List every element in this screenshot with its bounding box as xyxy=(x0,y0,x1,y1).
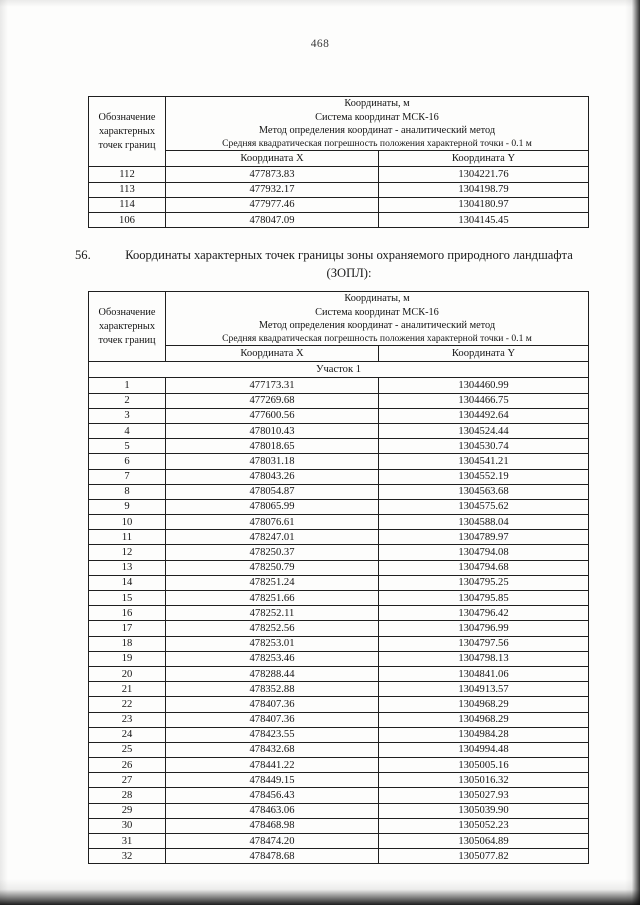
cell-x: 478250.79 xyxy=(166,560,379,575)
cell-y: 1304460.99 xyxy=(379,378,589,393)
header-coordinate-y: Координата Y xyxy=(379,346,589,362)
table-row xyxy=(89,651,589,666)
cell-point: 30 xyxy=(89,818,166,833)
header-point-label: Обозначение характерных точек границ xyxy=(89,97,166,167)
cell-point: 112 xyxy=(89,167,166,182)
page-number: 468 xyxy=(310,38,330,50)
cell-point: 4 xyxy=(89,423,166,438)
cell-y: 1304994.48 xyxy=(379,742,589,757)
table-row xyxy=(89,803,589,818)
section-title: Координаты характерных точек границы зоны охраняемого природного ландшафта (ЗОПЛ): xyxy=(125,248,573,280)
cell-y: 1304180.97 xyxy=(379,197,589,212)
cell-y: 1305027.93 xyxy=(379,788,589,803)
scan-edge-right xyxy=(625,0,640,905)
cell-y: 1304913.57 xyxy=(379,682,589,697)
header-coord-line-4: Средняя квадратическая погрешность положения характерной точки - 0.1 м xyxy=(222,137,532,149)
table-row xyxy=(89,197,589,212)
coordinates-table-continued xyxy=(88,96,589,228)
cell-y: 1304198.79 xyxy=(379,182,589,197)
cell-y: 1304563.68 xyxy=(379,484,589,499)
cell-x: 477873.83 xyxy=(166,167,379,182)
cell-point: 17 xyxy=(89,621,166,636)
cell-x: 478468.98 xyxy=(166,818,379,833)
table-row xyxy=(89,697,589,712)
cell-point: 26 xyxy=(89,758,166,773)
cell-x: 478031.18 xyxy=(166,454,379,469)
cell-y: 1304794.68 xyxy=(379,560,589,575)
cell-y: 1304466.75 xyxy=(379,393,589,408)
table-row xyxy=(89,469,589,484)
cell-x: 478252.56 xyxy=(166,621,379,636)
cell-point: 24 xyxy=(89,727,166,742)
header-coord-line-3: Метод определения координат - аналитический метод xyxy=(258,125,496,137)
cell-x: 478018.65 xyxy=(166,439,379,454)
table-row xyxy=(89,167,589,182)
cell-y: 1305064.89 xyxy=(379,834,589,849)
cell-x: 477600.56 xyxy=(166,408,379,423)
cell-point: 20 xyxy=(89,666,166,681)
cell-point: 8 xyxy=(89,484,166,499)
section-heading xyxy=(75,247,575,283)
cell-point: 14 xyxy=(89,575,166,590)
table-section-row xyxy=(89,362,589,378)
cell-point: 27 xyxy=(89,773,166,788)
cell-y: 1305077.82 xyxy=(379,849,589,864)
cell-point: 12 xyxy=(89,545,166,560)
cell-point: 13 xyxy=(89,560,166,575)
header-coord-line-1: Координаты, м xyxy=(344,98,410,109)
cell-y: 1304492.64 xyxy=(379,408,589,423)
header-coord-line-2: Система координат МСК-16 xyxy=(315,111,439,123)
cell-y: 1304789.97 xyxy=(379,530,589,545)
cell-x: 478352.88 xyxy=(166,682,379,697)
cell-x: 478407.36 xyxy=(166,697,379,712)
cell-y: 1304145.45 xyxy=(379,212,589,227)
cell-point: 9 xyxy=(89,499,166,514)
cell-point: 7 xyxy=(89,469,166,484)
scan-edge-left xyxy=(0,0,8,905)
cell-point: 18 xyxy=(89,636,166,651)
cell-point: 1 xyxy=(89,378,166,393)
table-row xyxy=(89,773,589,788)
cell-x: 478251.66 xyxy=(166,591,379,606)
cell-y: 1304797.56 xyxy=(379,636,589,651)
table-row xyxy=(89,560,589,575)
scan-edge-top xyxy=(0,0,640,7)
coordinates-table-zopl xyxy=(88,291,589,864)
cell-point: 32 xyxy=(89,849,166,864)
cell-y: 1304552.19 xyxy=(379,469,589,484)
cell-point: 23 xyxy=(89,712,166,727)
cell-point: 25 xyxy=(89,742,166,757)
cell-y: 1305039.90 xyxy=(379,803,589,818)
table-row xyxy=(89,636,589,651)
cell-x: 478253.46 xyxy=(166,651,379,666)
cell-y: 1304796.99 xyxy=(379,621,589,636)
table-row xyxy=(89,591,589,606)
header-coord-line-4: Средняя квадратическая погрешность положения характерной точки - 0.1 м xyxy=(222,332,532,344)
table-row xyxy=(89,408,589,423)
cell-x: 478251.24 xyxy=(166,575,379,590)
table-row xyxy=(89,454,589,469)
cell-x: 478253.01 xyxy=(166,636,379,651)
cell-y: 1304575.62 xyxy=(379,499,589,514)
table-row xyxy=(89,621,589,636)
table-row xyxy=(89,439,589,454)
cell-point: 31 xyxy=(89,834,166,849)
cell-point: 5 xyxy=(89,439,166,454)
header-coordinates-block xyxy=(166,292,589,346)
section-label-uchastok: Участок 1 xyxy=(89,362,589,378)
cell-x: 478407.36 xyxy=(166,712,379,727)
cell-y: 1304841.06 xyxy=(379,666,589,681)
cell-y: 1304796.42 xyxy=(379,606,589,621)
cell-y: 1304530.74 xyxy=(379,439,589,454)
cell-x: 477932.17 xyxy=(166,182,379,197)
cell-y: 1304795.25 xyxy=(379,575,589,590)
table-row xyxy=(89,545,589,560)
cell-point: 114 xyxy=(89,197,166,212)
cell-point: 22 xyxy=(89,697,166,712)
cell-y: 1304588.04 xyxy=(379,515,589,530)
cell-x: 478047.09 xyxy=(166,212,379,227)
section-number: 56. xyxy=(75,248,91,262)
cell-y: 1304221.76 xyxy=(379,167,589,182)
scan-edge-bottom xyxy=(0,879,640,905)
cell-point: 10 xyxy=(89,515,166,530)
cell-y: 1304798.13 xyxy=(379,651,589,666)
cell-x: 478010.43 xyxy=(166,423,379,438)
cell-point: 3 xyxy=(89,408,166,423)
cell-x: 478441.22 xyxy=(166,758,379,773)
table-row xyxy=(89,682,589,697)
cell-point: 113 xyxy=(89,182,166,197)
table-row xyxy=(89,378,589,393)
cell-x: 478478.68 xyxy=(166,849,379,864)
cell-point: 2 xyxy=(89,393,166,408)
cell-y: 1305005.16 xyxy=(379,758,589,773)
table-row xyxy=(89,758,589,773)
table-row xyxy=(89,484,589,499)
cell-x: 478043.26 xyxy=(166,469,379,484)
table-row xyxy=(89,515,589,530)
cell-point: 16 xyxy=(89,606,166,621)
cell-y: 1304984.28 xyxy=(379,727,589,742)
cell-y: 1304795.85 xyxy=(379,591,589,606)
cell-point: 6 xyxy=(89,454,166,469)
cell-x: 478054.87 xyxy=(166,484,379,499)
cell-x: 478432.68 xyxy=(166,742,379,757)
table-row xyxy=(89,423,589,438)
cell-x: 478076.61 xyxy=(166,515,379,530)
cell-point: 11 xyxy=(89,530,166,545)
cell-point: 29 xyxy=(89,803,166,818)
table-row xyxy=(89,818,589,833)
cell-y: 1304794.08 xyxy=(379,545,589,560)
table-row xyxy=(89,849,589,864)
table-row xyxy=(89,788,589,803)
header-coord-line-1: Координаты, м xyxy=(344,293,410,304)
table-row xyxy=(89,712,589,727)
table-row xyxy=(89,834,589,849)
header-point-label: Обозначение характерных точек границ xyxy=(89,292,166,362)
cell-point: 28 xyxy=(89,788,166,803)
cell-x: 477269.68 xyxy=(166,393,379,408)
table-row xyxy=(89,666,589,681)
table-row xyxy=(89,606,589,621)
table-header-row xyxy=(89,292,589,346)
cell-x: 478449.15 xyxy=(166,773,379,788)
header-coordinates-block xyxy=(166,97,589,151)
table-row xyxy=(89,212,589,227)
header-coordinate-x: Координата X xyxy=(166,151,379,167)
header-coord-line-2: Система координат МСК-16 xyxy=(315,306,439,318)
cell-y: 1304541.21 xyxy=(379,454,589,469)
cell-x: 478463.06 xyxy=(166,803,379,818)
cell-x: 478065.99 xyxy=(166,499,379,514)
cell-y: 1304524.44 xyxy=(379,423,589,438)
table-row xyxy=(89,742,589,757)
table-row xyxy=(89,182,589,197)
cell-y: 1305016.32 xyxy=(379,773,589,788)
cell-point: 15 xyxy=(89,591,166,606)
cell-y: 1304968.29 xyxy=(379,712,589,727)
cell-x: 477173.31 xyxy=(166,378,379,393)
table-row xyxy=(89,530,589,545)
header-coordinate-x: Координата X xyxy=(166,346,379,362)
cell-x: 477977.46 xyxy=(166,197,379,212)
header-coordinate-y: Координата Y xyxy=(379,151,589,167)
cell-x: 478250.37 xyxy=(166,545,379,560)
table-header-row xyxy=(89,97,589,151)
cell-x: 478456.43 xyxy=(166,788,379,803)
cell-point: 19 xyxy=(89,651,166,666)
cell-y: 1304968.29 xyxy=(379,697,589,712)
cell-x: 478252.11 xyxy=(166,606,379,621)
cell-x: 478247.01 xyxy=(166,530,379,545)
cell-x: 478423.55 xyxy=(166,727,379,742)
header-coord-line-3: Метод определения координат - аналитический метод xyxy=(258,320,496,332)
cell-point: 106 xyxy=(89,212,166,227)
cell-x: 478288.44 xyxy=(166,666,379,681)
cell-x: 478474.20 xyxy=(166,834,379,849)
table-row xyxy=(89,499,589,514)
table-row xyxy=(89,575,589,590)
table-row xyxy=(89,393,589,408)
table-row xyxy=(89,727,589,742)
cell-y: 1305052.23 xyxy=(379,818,589,833)
cell-point: 21 xyxy=(89,682,166,697)
